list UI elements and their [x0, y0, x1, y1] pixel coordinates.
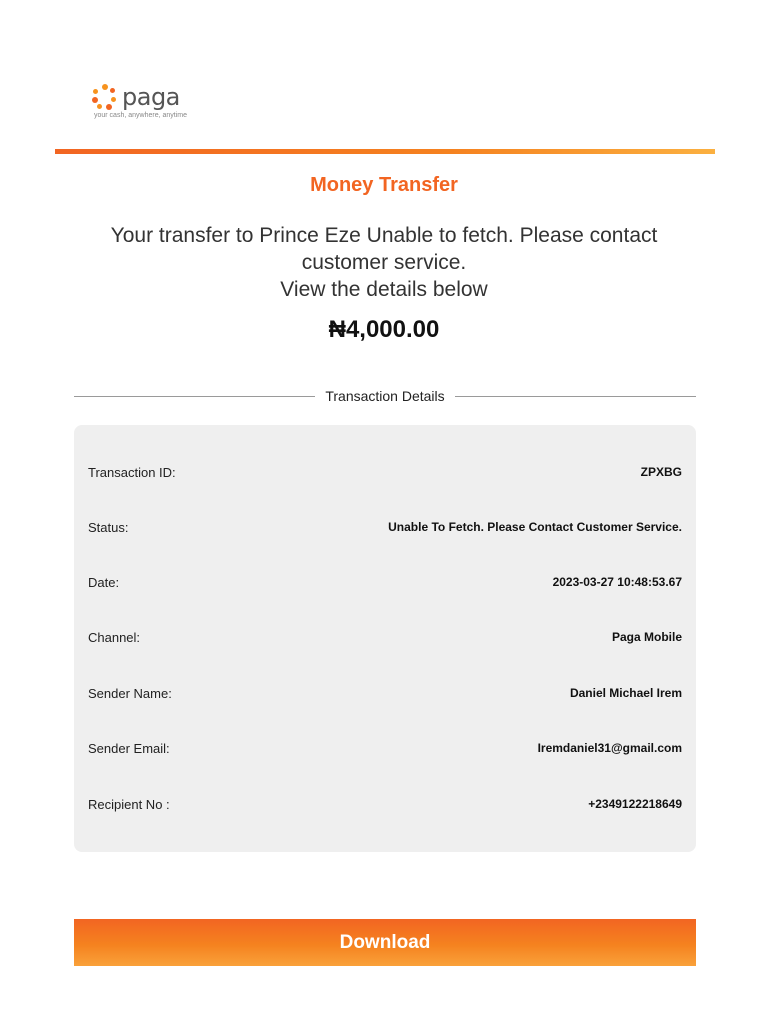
- detail-label: Channel:: [88, 629, 141, 645]
- receipt-message: [84, 222, 684, 303]
- detail-row-status: [88, 517, 682, 537]
- detail-label: Transaction ID:: [88, 464, 176, 480]
- detail-value: Paga Mobile: [611, 630, 682, 644]
- detail-row-date: [88, 572, 682, 592]
- paga-logo: [92, 84, 292, 110]
- detail-label: Status:: [88, 519, 129, 535]
- detail-row-sender-name: [88, 683, 682, 703]
- detail-label: Date:: [88, 574, 120, 590]
- detail-value: 2023-03-27 10:48:53.67: [552, 575, 682, 589]
- detail-row-channel: [88, 627, 682, 647]
- paga-logo-icon: [92, 84, 118, 110]
- download-button[interactable]: Download: [74, 919, 696, 966]
- detail-label: Sender Email:: [88, 740, 170, 756]
- divider-line-left: [74, 396, 315, 397]
- detail-value[interactable]: Iremdaniel31@gmail.com: [537, 741, 682, 755]
- detail-value: Daniel Michael Irem: [569, 686, 682, 700]
- detail-row-sender-email: [88, 738, 682, 758]
- transfer-amount: ₦4,000.00: [328, 316, 440, 343]
- detail-value: ZPXBG: [640, 465, 682, 479]
- detail-row-recipient-no: [88, 794, 682, 814]
- brand-header: [92, 84, 292, 134]
- accent-divider: [55, 149, 715, 154]
- detail-label: Recipient No :: [88, 796, 170, 812]
- details-heading: Transaction Details: [325, 388, 445, 404]
- brand-tagline: your cash, anywhere, anytime: [94, 112, 187, 119]
- transaction-details-card: [74, 425, 696, 852]
- message-line-1: Your transfer to Prince Eze Unable to fetch. Please contact customer service.: [110, 224, 658, 274]
- detail-value: Unable To Fetch. Please Contact Customer Service.: [388, 520, 682, 534]
- receipt-title: Money Transfer: [310, 174, 458, 196]
- detail-row-transaction-id: [88, 462, 682, 482]
- brand-name: paga: [122, 83, 180, 111]
- details-heading-row: [74, 386, 696, 406]
- divider-line-right: [455, 396, 696, 397]
- detail-label: Sender Name:: [88, 685, 172, 701]
- message-line-2: View the details below: [280, 278, 488, 301]
- detail-value: +2349122218649: [588, 797, 682, 811]
